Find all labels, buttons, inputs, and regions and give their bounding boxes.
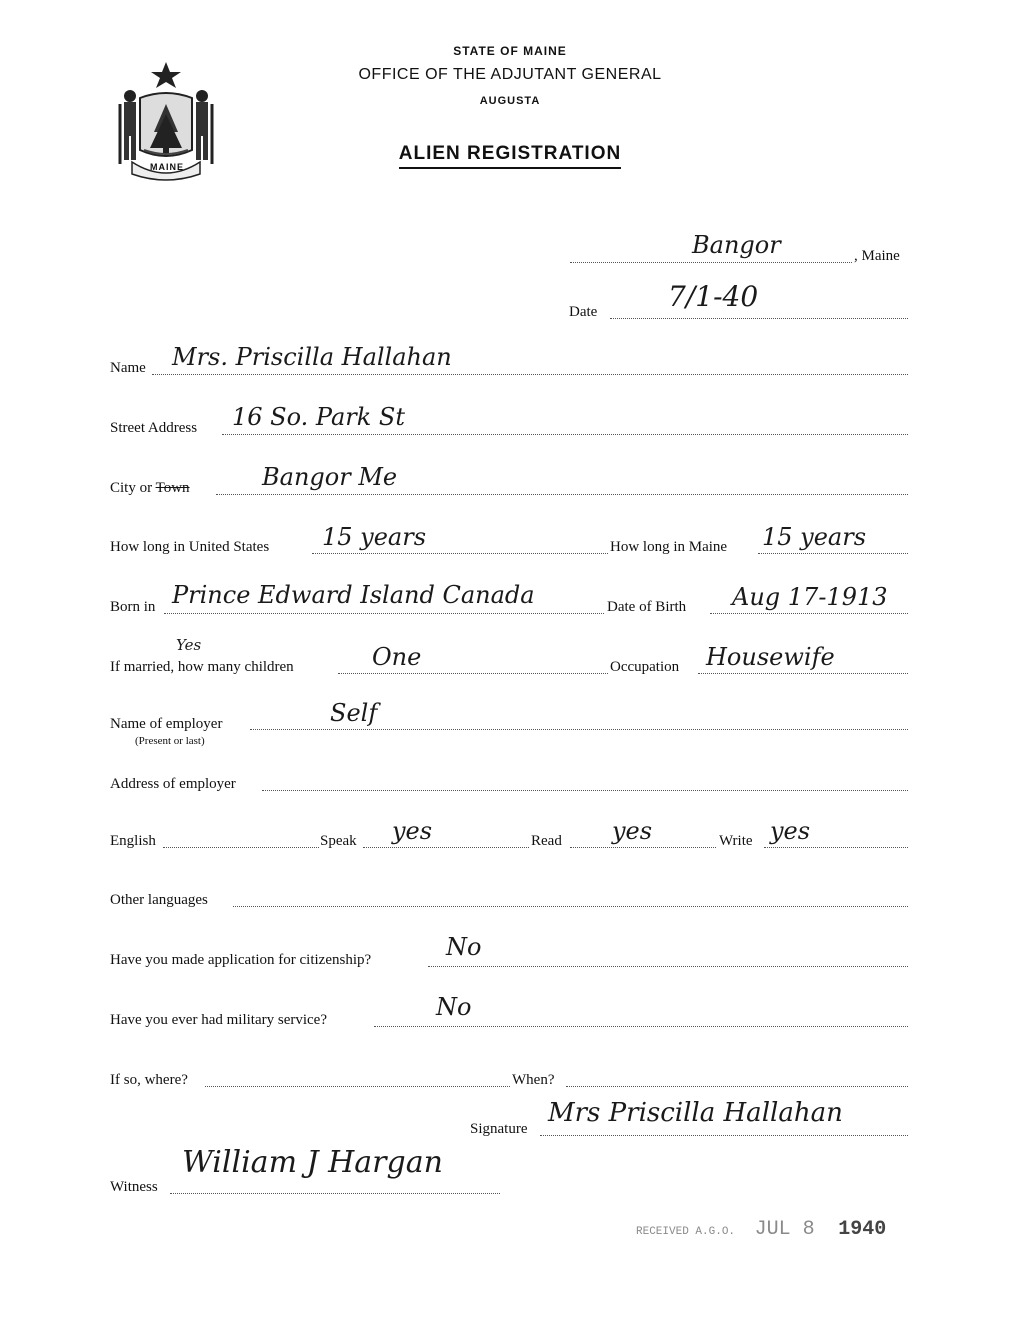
witness-value: William J Hargan xyxy=(182,1145,443,1180)
location-state-label: , Maine xyxy=(854,248,900,264)
children-label: If married, how many children xyxy=(110,659,294,675)
city-label-prefix: City or xyxy=(110,480,153,496)
employer-label: Name of employer xyxy=(110,716,223,732)
signature-value: Mrs Priscilla Hallahan xyxy=(548,1098,843,1128)
form-title: ALIEN REGISTRATION xyxy=(340,143,680,165)
town-struck-label: Town xyxy=(155,480,190,496)
location-city-value: Bangor xyxy=(692,231,781,259)
stamp-year: 1940 xyxy=(838,1218,887,1241)
military-label: Have you ever had military service? xyxy=(110,1012,327,1028)
born-in-label: Born in xyxy=(110,599,156,615)
english-label: English xyxy=(110,833,156,849)
married-value: Yes xyxy=(176,636,202,654)
military-value: No xyxy=(436,993,472,1021)
other-languages-label: Other languages xyxy=(110,892,208,908)
children-value: One xyxy=(372,643,422,671)
stamp-text: RECEIVED A.G.O. xyxy=(636,1226,736,1238)
witness-label: Witness xyxy=(110,1179,158,1195)
citizenship-label: Have you made application for citizenship? xyxy=(110,952,372,968)
read-label: Read xyxy=(531,833,562,849)
how-long-maine-label: How long in Maine xyxy=(610,539,728,555)
city-heading: AUGUSTA xyxy=(479,95,541,107)
street-value: 16 So. Park St xyxy=(232,403,406,431)
stamp-date: JUL 8 xyxy=(754,1218,815,1241)
dob-value: Aug 17-1913 xyxy=(732,583,888,611)
born-in-value: Prince Edward Island Canada xyxy=(172,581,535,609)
maine-state-seal xyxy=(110,58,222,184)
dob-label: Date of Birth xyxy=(607,599,687,615)
office-heading: OFFICE OF THE ADJUTANT GENERAL xyxy=(358,66,662,83)
where-label: If so, where? xyxy=(110,1072,188,1088)
date-label: Date xyxy=(569,304,598,320)
city-value: Bangor Me xyxy=(262,463,398,491)
speak-value: yes xyxy=(392,817,433,845)
citizenship-value: No xyxy=(446,933,482,961)
seal-text: MAINE xyxy=(150,162,184,172)
signature-label: Signature xyxy=(470,1121,528,1137)
date-value: 7/1-40 xyxy=(668,280,759,313)
employer-sublabel: (Present or last) xyxy=(135,735,205,747)
speak-label: Speak xyxy=(320,833,357,849)
write-value: yes xyxy=(770,817,811,845)
how-long-us-value: 15 years xyxy=(322,523,427,551)
occupation-label: Occupation xyxy=(610,659,680,675)
name-value: Mrs. Priscilla Hallahan xyxy=(172,343,452,371)
read-value: yes xyxy=(612,817,653,845)
street-label: Street Address xyxy=(110,420,198,436)
occupation-value: Housewife xyxy=(706,643,835,671)
name-label: Name xyxy=(110,360,146,376)
city-label xyxy=(110,479,190,497)
how-long-us-label: How long in United States xyxy=(110,539,270,555)
write-label: Write xyxy=(719,833,753,849)
how-long-maine-value: 15 years xyxy=(762,523,867,551)
state-heading: STATE OF MAINE xyxy=(453,44,567,58)
employer-value: Self xyxy=(330,699,378,727)
employer-address-label: Address of employer xyxy=(110,776,236,792)
when-label: When? xyxy=(512,1072,555,1088)
received-stamp xyxy=(636,1218,886,1241)
